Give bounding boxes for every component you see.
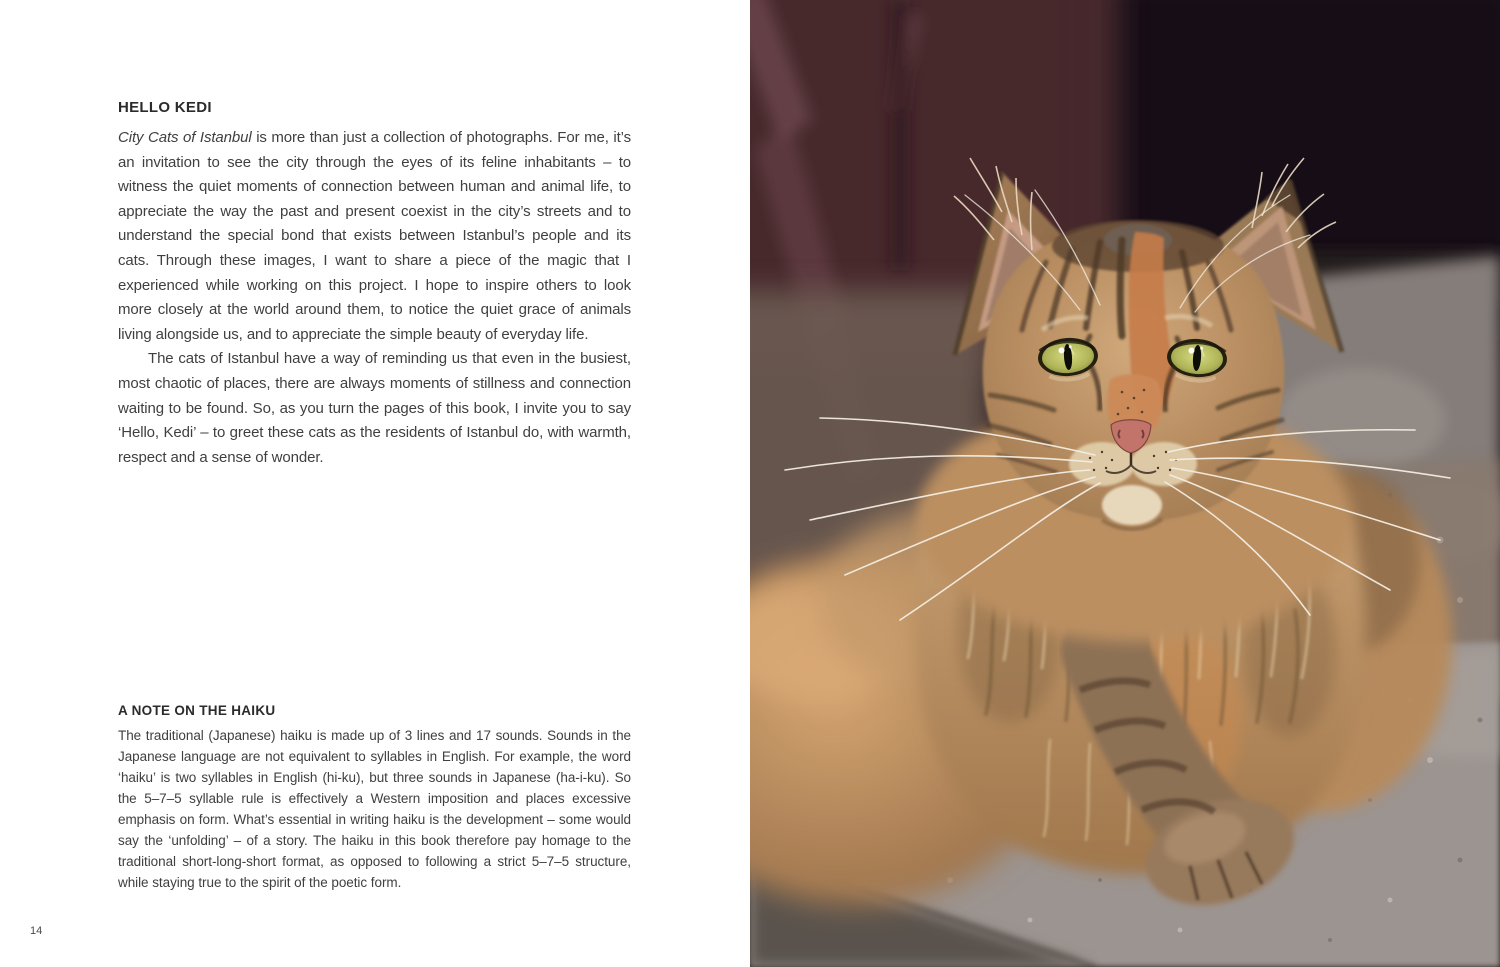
intro-paragraph-1-text: is more than just a collection of photographs. For me, it’s an invitation to see the city through the eyes of its feline inhabitants – to witness the quiet moments of connection between human and animal life, to appreciate the way the past and present coexist in the city’s streets and to understand the special bond that exists between Istanbul’s people and its cats. Through these images, I want to share a piece of the magic that I experienced while working on this project. I hope to inspire others to look more closely at the world around them, to notice the quiet grace of animals living alongside us, and to appreciate the simple beauty of everyday life. [118,129,631,343]
haiku-note-section [118,703,631,893]
intro-section [118,99,631,470]
intro-paragraph-1 [118,126,631,347]
book-title-italic: City Cats of Istanbul [118,129,252,146]
haiku-note-heading: A NOTE ON THE HAIKU [118,703,276,718]
right-page [750,0,1500,967]
page-number: 14 [30,925,43,937]
haiku-note-body: The traditional (Japanese) haiku is made up of 3 lines and 17 sounds. Sounds in the Japanese language are not equivalent to syllables in English. For example, the word ‘haiku’ is two syllables in English (hi-ku), but three sounds in Japanese (ha-i-ku). So the 5–7–5 syllable rule is effectively a Western imposition and places excessive emphasis on form. What’s essential in writing haiku is the development – some would say the ‘unfolding’ – of a story. The haiku in this book therefore pay homage to the traditional short-long-short format, as opposed to following a strict 5–7–5 structure, while staying true to the spirit of the poetic form. [118,728,631,890]
cat-chin [1102,485,1162,525]
cat-head [983,220,1285,529]
cat-photo [750,0,1500,967]
intro-paragraph-2: The cats of Istanbul have a way of reminding us that even in the busiest, most chaotic of places, there are always moments of stillness and connection waiting to be found. So, as you turn the pages of this book, I invite you to say ‘Hello, Kedi’ – to greet these cats as the residents of Istanbul do, with warmth, respect and a sense of wonder. [118,350,631,466]
intro-heading: HELLO KEDI [118,99,212,116]
